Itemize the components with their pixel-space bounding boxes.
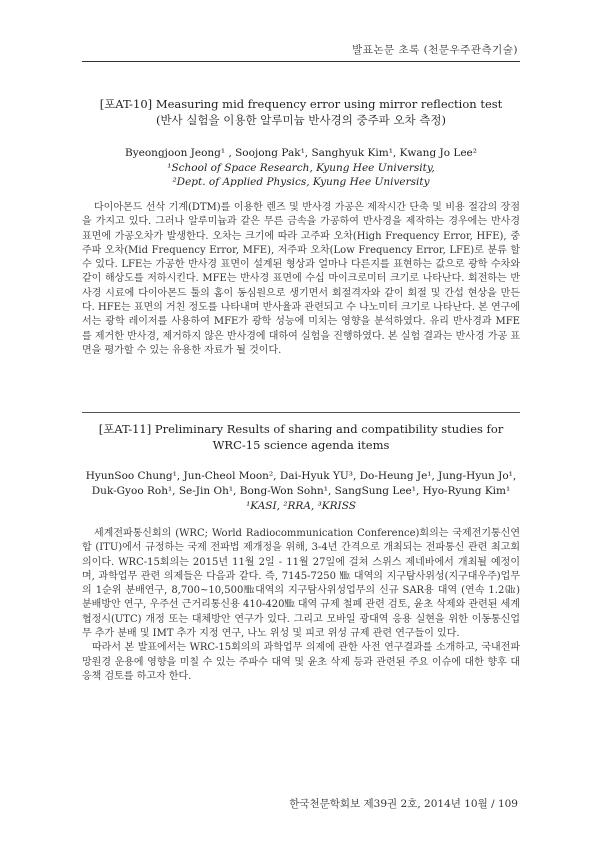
header-rule — [82, 61, 520, 62]
running-header: 발표논문 초록 (천문우주관측기술) — [352, 44, 518, 56]
abstract-body: 세계전파통신회의 (WRC; World Radiocommunication Conference)회의는 국제전기통신연합 (ITU)에서 규정하는 국제 전파법 제개정을 위해, 3-4년 간격으로 개최되는 전파통신 관련 최고회의이다. WRC-15회의는 2015년 11월 2일 - 11월 27일에 걸쳐 스위스 제네바에서 개최될 예정이며, 과학업무 관련 의제들은 다음과 같다. 즉, 7145-7250 ㎒ 대역의 지구탐사위성(지구대우주)업무의 1순위 분배연구, 8,700~10,500㎒대역의 지구탐사위성업무의 신규 SAR용 대역 (연속 1.2㎓) 분배방안 연구, 우주선 근거리통신용 410-420㎒ 대역 규제 철폐 관련 검토, 윤초 삭제와 관련된 세계협정시(UTC) 개정 또는 대체방안 연구가 있다. 그리고 모바일 광대역 응용 실현을 위한 이동통신업무 추가 분배 및 IMT 추가 지정 연구, 나노 위성 및 피코 위성 규제 관련 연구들이 있다. — [82, 528, 520, 640]
abstract-at10 — [82, 96, 520, 358]
affiliation-1: ¹School of Space Research, Kyung Hee University, — [167, 162, 435, 174]
abstract-at11 — [82, 421, 520, 684]
abstract-title-ko: (반사 실험을 이용한 알루미늄 반사경의 중주파 오차 측정) — [155, 113, 447, 127]
abstract-title-en-line2: WRC-15 science agenda items — [212, 438, 390, 452]
section-divider — [82, 412, 520, 413]
affiliation-2: ²Dept. of Applied Physics, Kyung Hee University — [172, 176, 430, 188]
abstract-authors: Byeongjoon Jeong¹ , Soojong Pak¹, Sanghyuk Kim¹, Kwang Jo Lee² — [125, 147, 477, 159]
abstract-title-en: [포AT-10] Measuring mid frequency error using mirror reflection test — [99, 97, 503, 111]
abstract-title-en: [포AT-11] Preliminary Results of sharing and compatibility studies for — [98, 422, 504, 436]
abstract-body: 다이아몬드 선삭 기계(DTM)를 이용한 렌즈 및 반사경 가공은 제작시간 단축 및 비용 절감의 장점을 가지고 있다. 그러나 알루미늄과 같은 무른 금속을 가공하여 반사경을 제작하는 경우에는 반사경 표면에 가공오차가 발생한다. 오차는 크기에 따라 고주파 오차(High Frequency Error, HFE), 중주파 오차(Mid Frequency Error, MFE), 저주파 오차(Low Frequency Error, LFE)로 분류 할 수 있다. LFE는 가공한 반사경 표면이 설계된 형상과 얼마나 다른지를 표현하는 값으로 광학 수차와 같이 해상도를 저하시킨다. MFE는 반사경 표면에 수십 마이크로미터 크기로 나타난다. 회전하는 반사경 시료에 다이아몬드 툴의 홈이 동심원으로 생기면서 회절격자와 같이 회절 및 간섭 현상을 만든다. HFE는 표면의 거친 정도를 나타내며 반사율과 관련되고 수 나노미터 크기로 나타난다. 본 연구에서는 광학 레이저를 사용하여 MFE가 광학 성능에 미치는 영향을 분석하였다. 유리 반사경과 MFE를 제거한 반사경, 제거하지 않은 반사경에 대하여 실험을 진행하였다. 본 실험 결과는 반사경 가공 표면을 평가할 수 있는 유용한 자료가 될 것이다. — [82, 202, 520, 356]
abstract-body-2: 따라서 본 발표에서는 WRC-15회의의 과학업무 의제에 관한 사전 연구결과를 소개하고, 국내전파망원경 운용에 영향을 미칠 수 있는 주파수 대역 및 윤초 삭제 등과 관련된 주요 이슈에 대한 향후 대응책 검토를 하고자 한다. — [82, 642, 520, 682]
page-footer: 한국천문학회보 제39권 2호, 2014년 10월 / 109 — [289, 798, 518, 810]
affiliation-1: ¹KASI, ²RRA, ³KRISS — [246, 500, 356, 512]
abstract-authors: HyunSoo Chung¹, Jun-Cheol Moon², Dai-Hyuk YU³, Do-Heung Je¹, Jung-Hyun Jo¹, Duk-Gyoo Roh¹, Se-Jin Oh¹, Bong-Won Sohn¹, SangSung Lee¹, Hyo-Ryung Kim¹ — [85, 470, 517, 497]
